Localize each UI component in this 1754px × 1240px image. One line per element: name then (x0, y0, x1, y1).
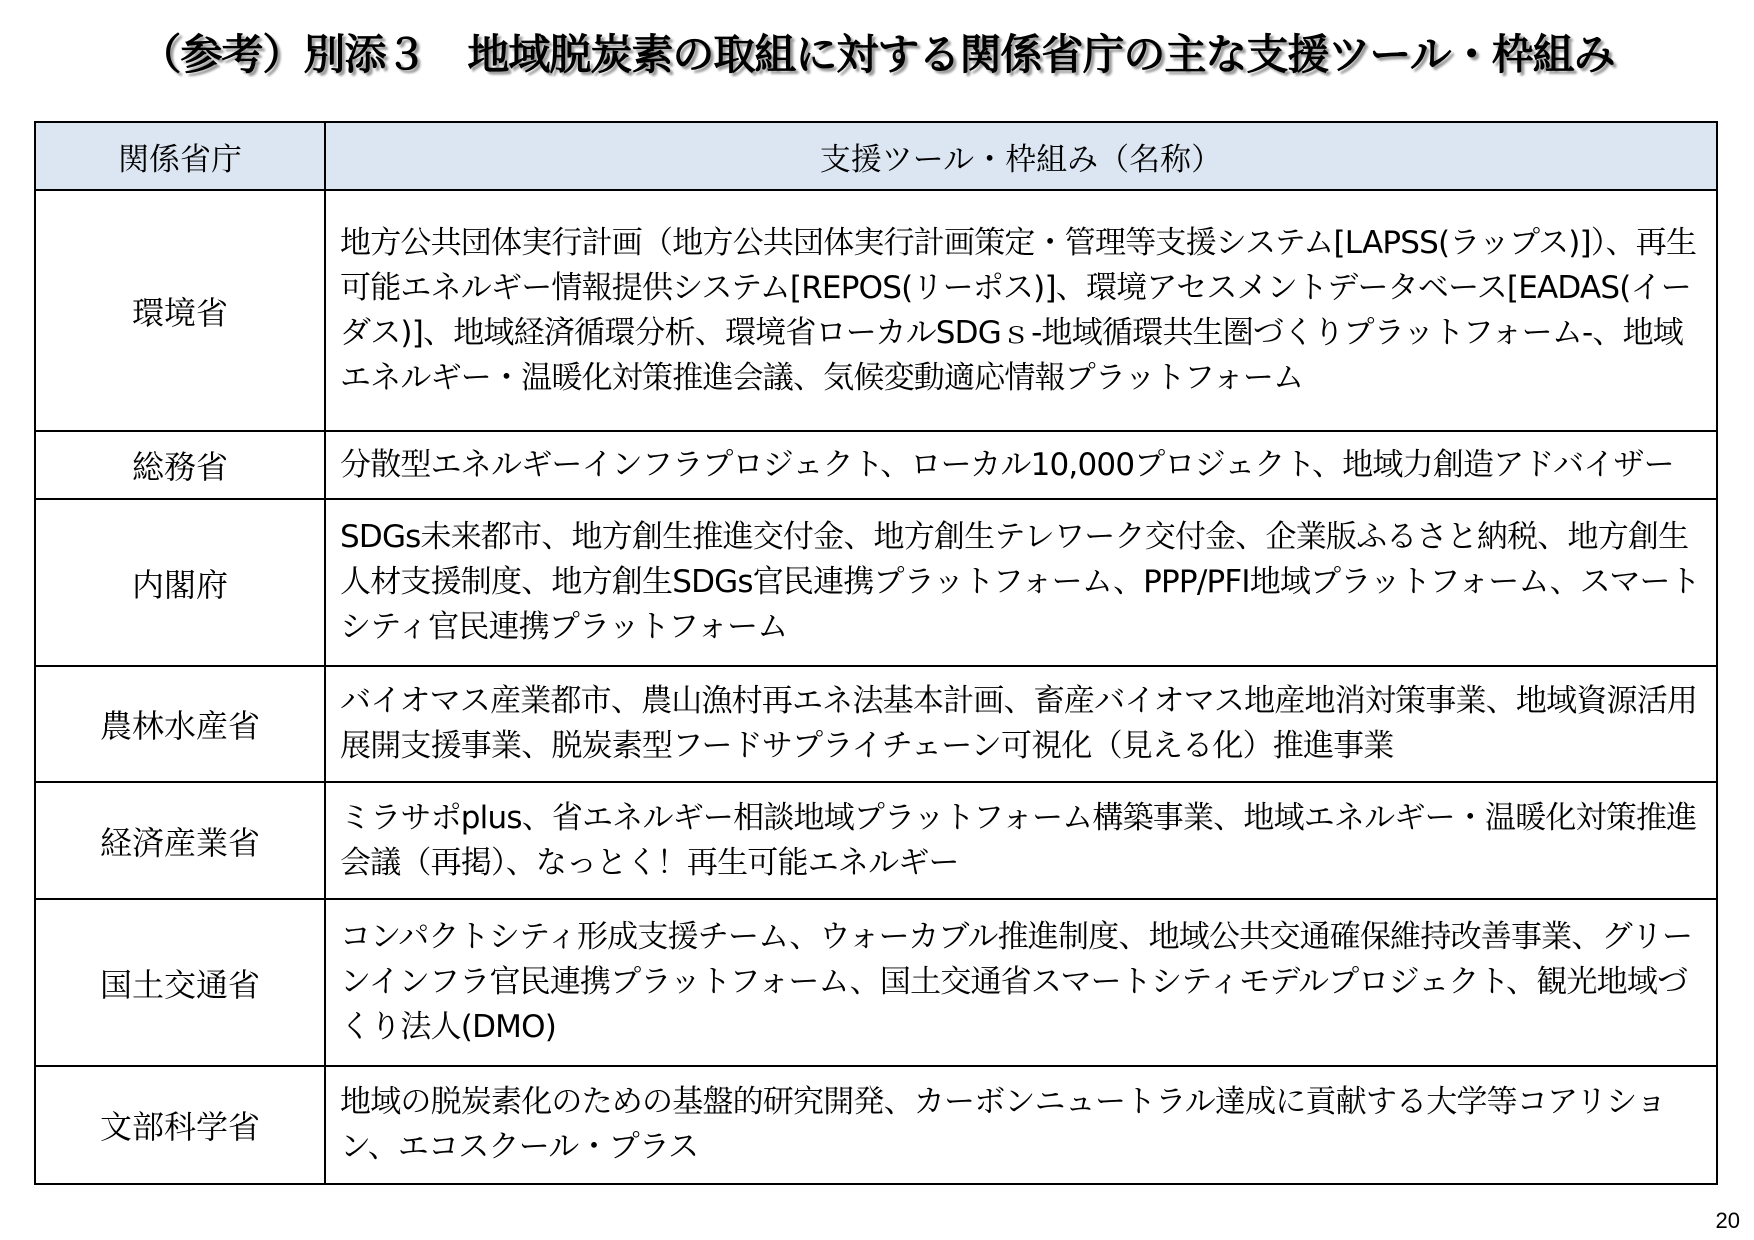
header-tools: 支援ツール・枠組み（名称） (325, 122, 1717, 190)
table-row (35, 1066, 1717, 1184)
tools-cell: 地方公共団体実行計画（地方公共団体実行計画策定・管理等支援システム[LAPSS(ラップス)]）、再生可能エネルギー情報提供システム[REPOS(リーポス)]、環境アセスメントデータベース[EADAS(イーダス)]、地域経済循環分析、環境省ローカルSDGｓ-地域循環共生圏づくりプラットフォーム-、地域エネルギー・温暖化対策推進会議、気候変動適応情報プラットフォーム (325, 190, 1717, 431)
table-row (35, 190, 1717, 431)
page-title: （参考）別添３ 地域脱炭素の取組に対する関係省庁の主な支援ツール・枠組み (139, 30, 1615, 79)
ministry-cell: 環境省 (35, 190, 325, 431)
tools-cell: 分散型エネルギーインフラプロジェクト、ローカル10,000プロジェクト、地域力創造アドバイザー (325, 431, 1717, 499)
tools-cell: SDGs未来都市、地方創生推進交付金、地方創生テレワーク交付金、企業版ふるさと納税、地方創生人材支援制度、地方創生SDGs官民連携プラットフォーム、PPP/PFI地域プラットフォーム、スマートシティ官民連携プラットフォーム (325, 499, 1717, 666)
ministry-cell: 農林水産省 (35, 666, 325, 782)
tools-cell: バイオマス産業都市、農山漁村再エネ法基本計画、畜産バイオマス地産地消対策事業、地域資源活用展開支援事業、脱炭素型フードサプライチェーン可視化（見える化）推進事業 (325, 666, 1717, 782)
table-row (35, 782, 1717, 899)
table-header-row (35, 122, 1717, 190)
table-row (35, 899, 1717, 1066)
table-row (35, 499, 1717, 666)
ministry-cell: 国土交通省 (35, 899, 325, 1066)
tools-cell: 地域の脱炭素化のための基盤的研究開発、カーボンニュートラル達成に貢献する大学等コアリション、エコスクール・プラス (325, 1066, 1717, 1184)
ministry-cell: 経済産業省 (35, 782, 325, 899)
tools-cell: コンパクトシティ形成支援チーム、ウォーカブル推進制度、地域公共交通確保維持改善事業、グリーンインフラ官民連携プラットフォーム、国土交通省スマートシティモデルプロジェクト、観光地域づくり法人(DMO) (325, 899, 1717, 1066)
ministry-cell: 総務省 (35, 431, 325, 499)
support-tools-table (34, 121, 1718, 1185)
table-row (35, 666, 1717, 782)
ministry-cell: 内閣府 (35, 499, 325, 666)
tools-cell: ミラサポplus、省エネルギー相談地域プラットフォーム構築事業、地域エネルギー・温暖化対策推進会議（再掲）、なっとく！再生可能エネルギー (325, 782, 1717, 899)
header-ministry: 関係省庁 (35, 122, 325, 190)
table-row (35, 431, 1717, 499)
page-number: 20 (1715, 1208, 1740, 1233)
ministry-cell: 文部科学省 (35, 1066, 325, 1184)
